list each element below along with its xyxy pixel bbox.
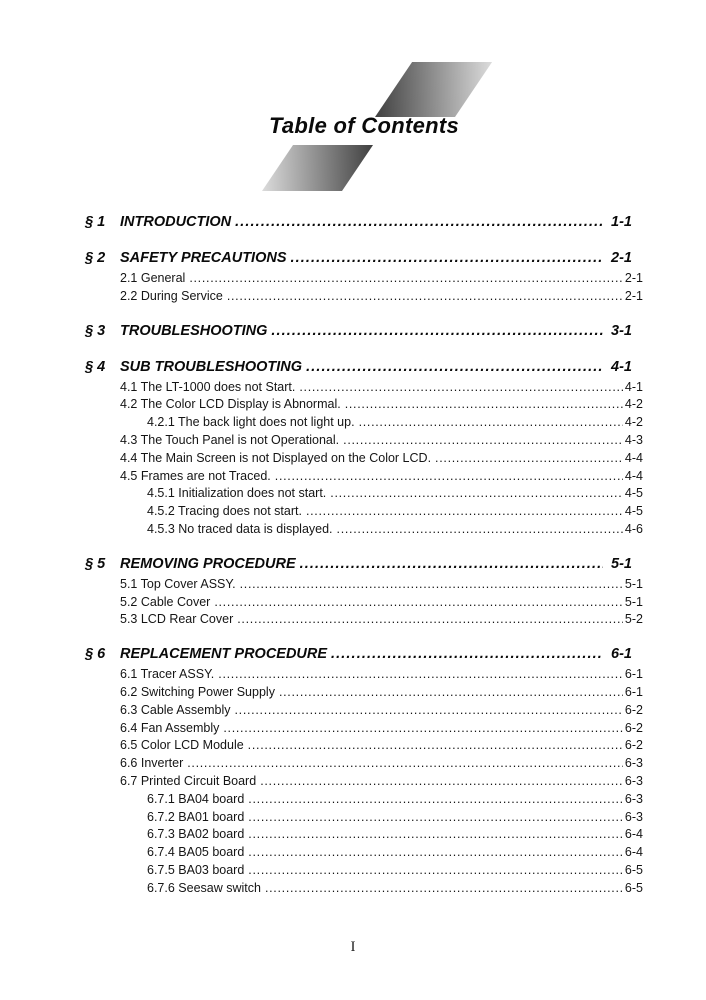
toc-page-ref: 5-1 [624,594,643,609]
toc-entry-row [85,809,643,827]
toc-entry-label: 5.2 Cable Cover [120,594,211,609]
dot-leader [248,737,623,755]
toc-page-ref: 6-1 [611,646,632,663]
toc-page-ref: 4-2 [624,397,643,412]
toc-section [85,644,643,897]
dot-leader [240,576,623,594]
toc-entry-label: 2.2 During Service [120,288,223,303]
toc-entry-row [85,791,643,809]
toc-entry-row [85,826,643,844]
toc-entry-row [85,503,643,521]
toc-page-ref: 4-5 [624,486,643,501]
dot-leader [223,720,623,738]
toc-section-number: § 6 [85,646,106,663]
toc-entry-label: 6.7.3 BA02 board [147,827,245,842]
toc-entry-label: 4.5 Frames are not Traced. [120,468,271,483]
toc-entry-label: 6.5 Color LCD Module [120,738,244,753]
toc-heading-label: SAFETY PRECAUTIONS [120,250,287,266]
toc-entry-label: 6.7.4 BA05 board [147,845,245,860]
toc-entry-row [85,737,643,755]
toc-page-ref: 4-1 [624,379,643,394]
toc-entry-row [85,576,643,594]
toc-page-ref: 4-4 [624,468,643,483]
toc-entry-row [85,485,643,503]
dot-leader [271,321,603,342]
toc-entry-row [85,270,643,288]
toc-entry-row [85,773,643,791]
toc-page-ref: 2-1 [611,250,632,266]
dot-leader [359,414,623,432]
page-number: I [350,939,356,955]
dot-leader [227,288,623,306]
dot-leader [248,844,623,862]
dot-leader [275,468,623,486]
toc-entry-label: 6.3 Cable Assembly [120,702,231,717]
toc-entry-label: 4.5.2 Tracing does not start. [147,504,302,519]
toc-section-number: § 1 [85,214,106,230]
title-stripe-top-graphic [375,62,492,117]
toc-entry-label: 6.7.5 BA03 board [147,862,245,877]
toc-entry-row [85,432,643,450]
dot-leader [248,809,623,827]
toc-entry-label: 6.4 Fan Assembly [120,720,220,735]
toc-heading-label: REPLACEMENT PROCEDURE [120,646,328,663]
toc-entry-row [85,720,643,738]
toc-page-ref: 6-2 [624,702,643,717]
dot-leader [306,357,603,378]
toc-entry-row [85,379,643,397]
toc-page-ref: 4-2 [624,415,643,430]
toc-entry-row [85,396,643,414]
toc-entry-row [85,594,643,612]
toc-entry-label: 4.5.1 Initialization does not start. [147,486,327,501]
toc-page-ref: 6-3 [624,756,643,771]
toc-page-ref: 4-6 [624,521,643,536]
toc-heading-row [85,554,643,575]
toc-page-ref: 6-5 [624,880,643,895]
toc-entry-label: 5.1 Top Cover ASSY. [120,576,236,591]
toc-entry-row [85,755,643,773]
dot-leader [330,485,623,503]
toc-entry-label: 6.7.2 BA01 board [147,809,245,824]
title-stripe-bottom-graphic [262,145,373,191]
toc-entry-label: 2.1 General [120,271,186,285]
toc-heading-row [85,321,643,342]
toc-entry-row [85,414,643,432]
dot-leader [435,450,623,468]
toc-heading-label: SUB TROUBLESHOOTING [120,358,303,375]
dot-leader [300,554,603,575]
toc-heading-label: REMOVING PROCEDURE [120,555,296,572]
toc-page-ref: 4-3 [624,432,643,447]
toc-page-ref: 5-1 [611,555,632,572]
toc-entry-label: 4.3 The Touch Panel is not Operational. [120,432,340,447]
dot-leader [187,755,623,773]
toc-entry-label: 6.7.6 Seesaw switch [147,880,261,895]
toc-entry-row [85,521,643,539]
toc-entry-row [85,862,643,880]
dot-leader [265,880,623,898]
dot-leader [189,270,623,288]
toc-page-ref: 6-1 [624,667,643,682]
toc-page-ref: 6-4 [624,845,643,860]
page-title: Table of Contents [268,113,460,138]
dot-leader [235,212,603,233]
toc-page-ref: 4-1 [611,358,632,375]
dot-leader [291,248,604,269]
toc-heading-row [85,357,643,378]
dot-leader [248,791,623,809]
toc-page-ref: 6-3 [624,809,643,824]
toc-entry-row [85,684,643,702]
toc-entry-row [85,468,643,486]
toc-entry-label: 4.2.1 The back light does not light up. [147,415,355,430]
toc-entry-label: 6.7.1 BA04 board [147,791,245,806]
toc-entry-row [85,611,643,629]
toc-page-ref: 4-5 [624,504,643,519]
toc-page-ref: 6-3 [624,773,643,788]
toc-section [85,357,643,539]
toc-entry-label: 6.7 Printed Circuit Board [120,773,257,788]
dot-leader [299,379,623,397]
dot-leader [345,396,623,414]
toc-section-number: § 2 [85,250,106,266]
toc-page-ref: 4-4 [624,450,643,465]
toc-entry-label: 4.5.3 No traced data is displayed. [147,521,333,536]
toc-entry-label: 6.2 Switching Power Supply [120,684,275,699]
toc-entry-label: 4.4 The Main Screen is not Displayed on the Color LCD. [120,450,432,465]
toc-page-ref: 1-1 [611,214,632,230]
toc-section-number: § 5 [85,555,106,572]
toc-page-ref: 6-4 [624,827,643,842]
dot-leader [218,666,623,684]
toc-entry-label: 6.6 Inverter [120,756,184,771]
toc-page-ref: 5-1 [624,576,643,591]
dot-leader [306,503,623,521]
dot-leader [248,862,623,880]
dot-leader [237,611,623,629]
toc-section-number: § 4 [85,358,106,375]
toc-entry-row [85,844,643,862]
toc-heading-row [85,644,643,665]
toc-page-ref: 6-3 [624,791,643,806]
dot-leader [343,432,623,450]
dot-leader [248,826,623,844]
toc-page-ref: 6-5 [624,862,643,877]
toc-page-ref: 6-2 [624,720,643,735]
toc-page-ref: 3-1 [611,322,632,339]
toc-heading-row [85,248,643,269]
toc-heading-label: TROUBLESHOOTING [120,322,268,339]
toc-heading-row [85,212,643,233]
dot-leader [279,684,623,702]
dot-leader [214,594,623,612]
toc-section [85,321,643,342]
toc-list [85,212,643,898]
dot-leader [337,521,623,539]
toc-entry-label: 4.2 The Color LCD Display is Abnormal. [120,397,341,412]
toc-section [85,554,643,629]
dot-leader [331,644,603,665]
toc-page-ref: 2-1 [624,271,643,285]
toc-entry-label: 6.1 Tracer ASSY. [120,667,215,682]
toc-entry-label: 4.1 The LT-1000 does not Start. [120,379,296,394]
toc-section [85,248,643,306]
toc-entry-row [85,450,643,468]
toc-page-ref: 6-1 [624,684,643,699]
toc-entry-row [85,880,643,898]
toc-entry-row [85,288,643,306]
toc-section-number: § 3 [85,322,106,339]
dot-leader [234,702,622,720]
toc-section [85,212,643,233]
toc-entry-row [85,702,643,720]
toc-page-ref: 2-1 [624,288,643,303]
dot-leader [260,773,623,791]
toc-entry-label: 5.3 LCD Rear Cover [120,612,234,627]
toc-page-ref: 5-2 [624,612,643,627]
toc-entry-row [85,666,643,684]
toc-heading-label: INTRODUCTION [120,214,232,230]
toc-page-ref: 6-2 [624,738,643,753]
